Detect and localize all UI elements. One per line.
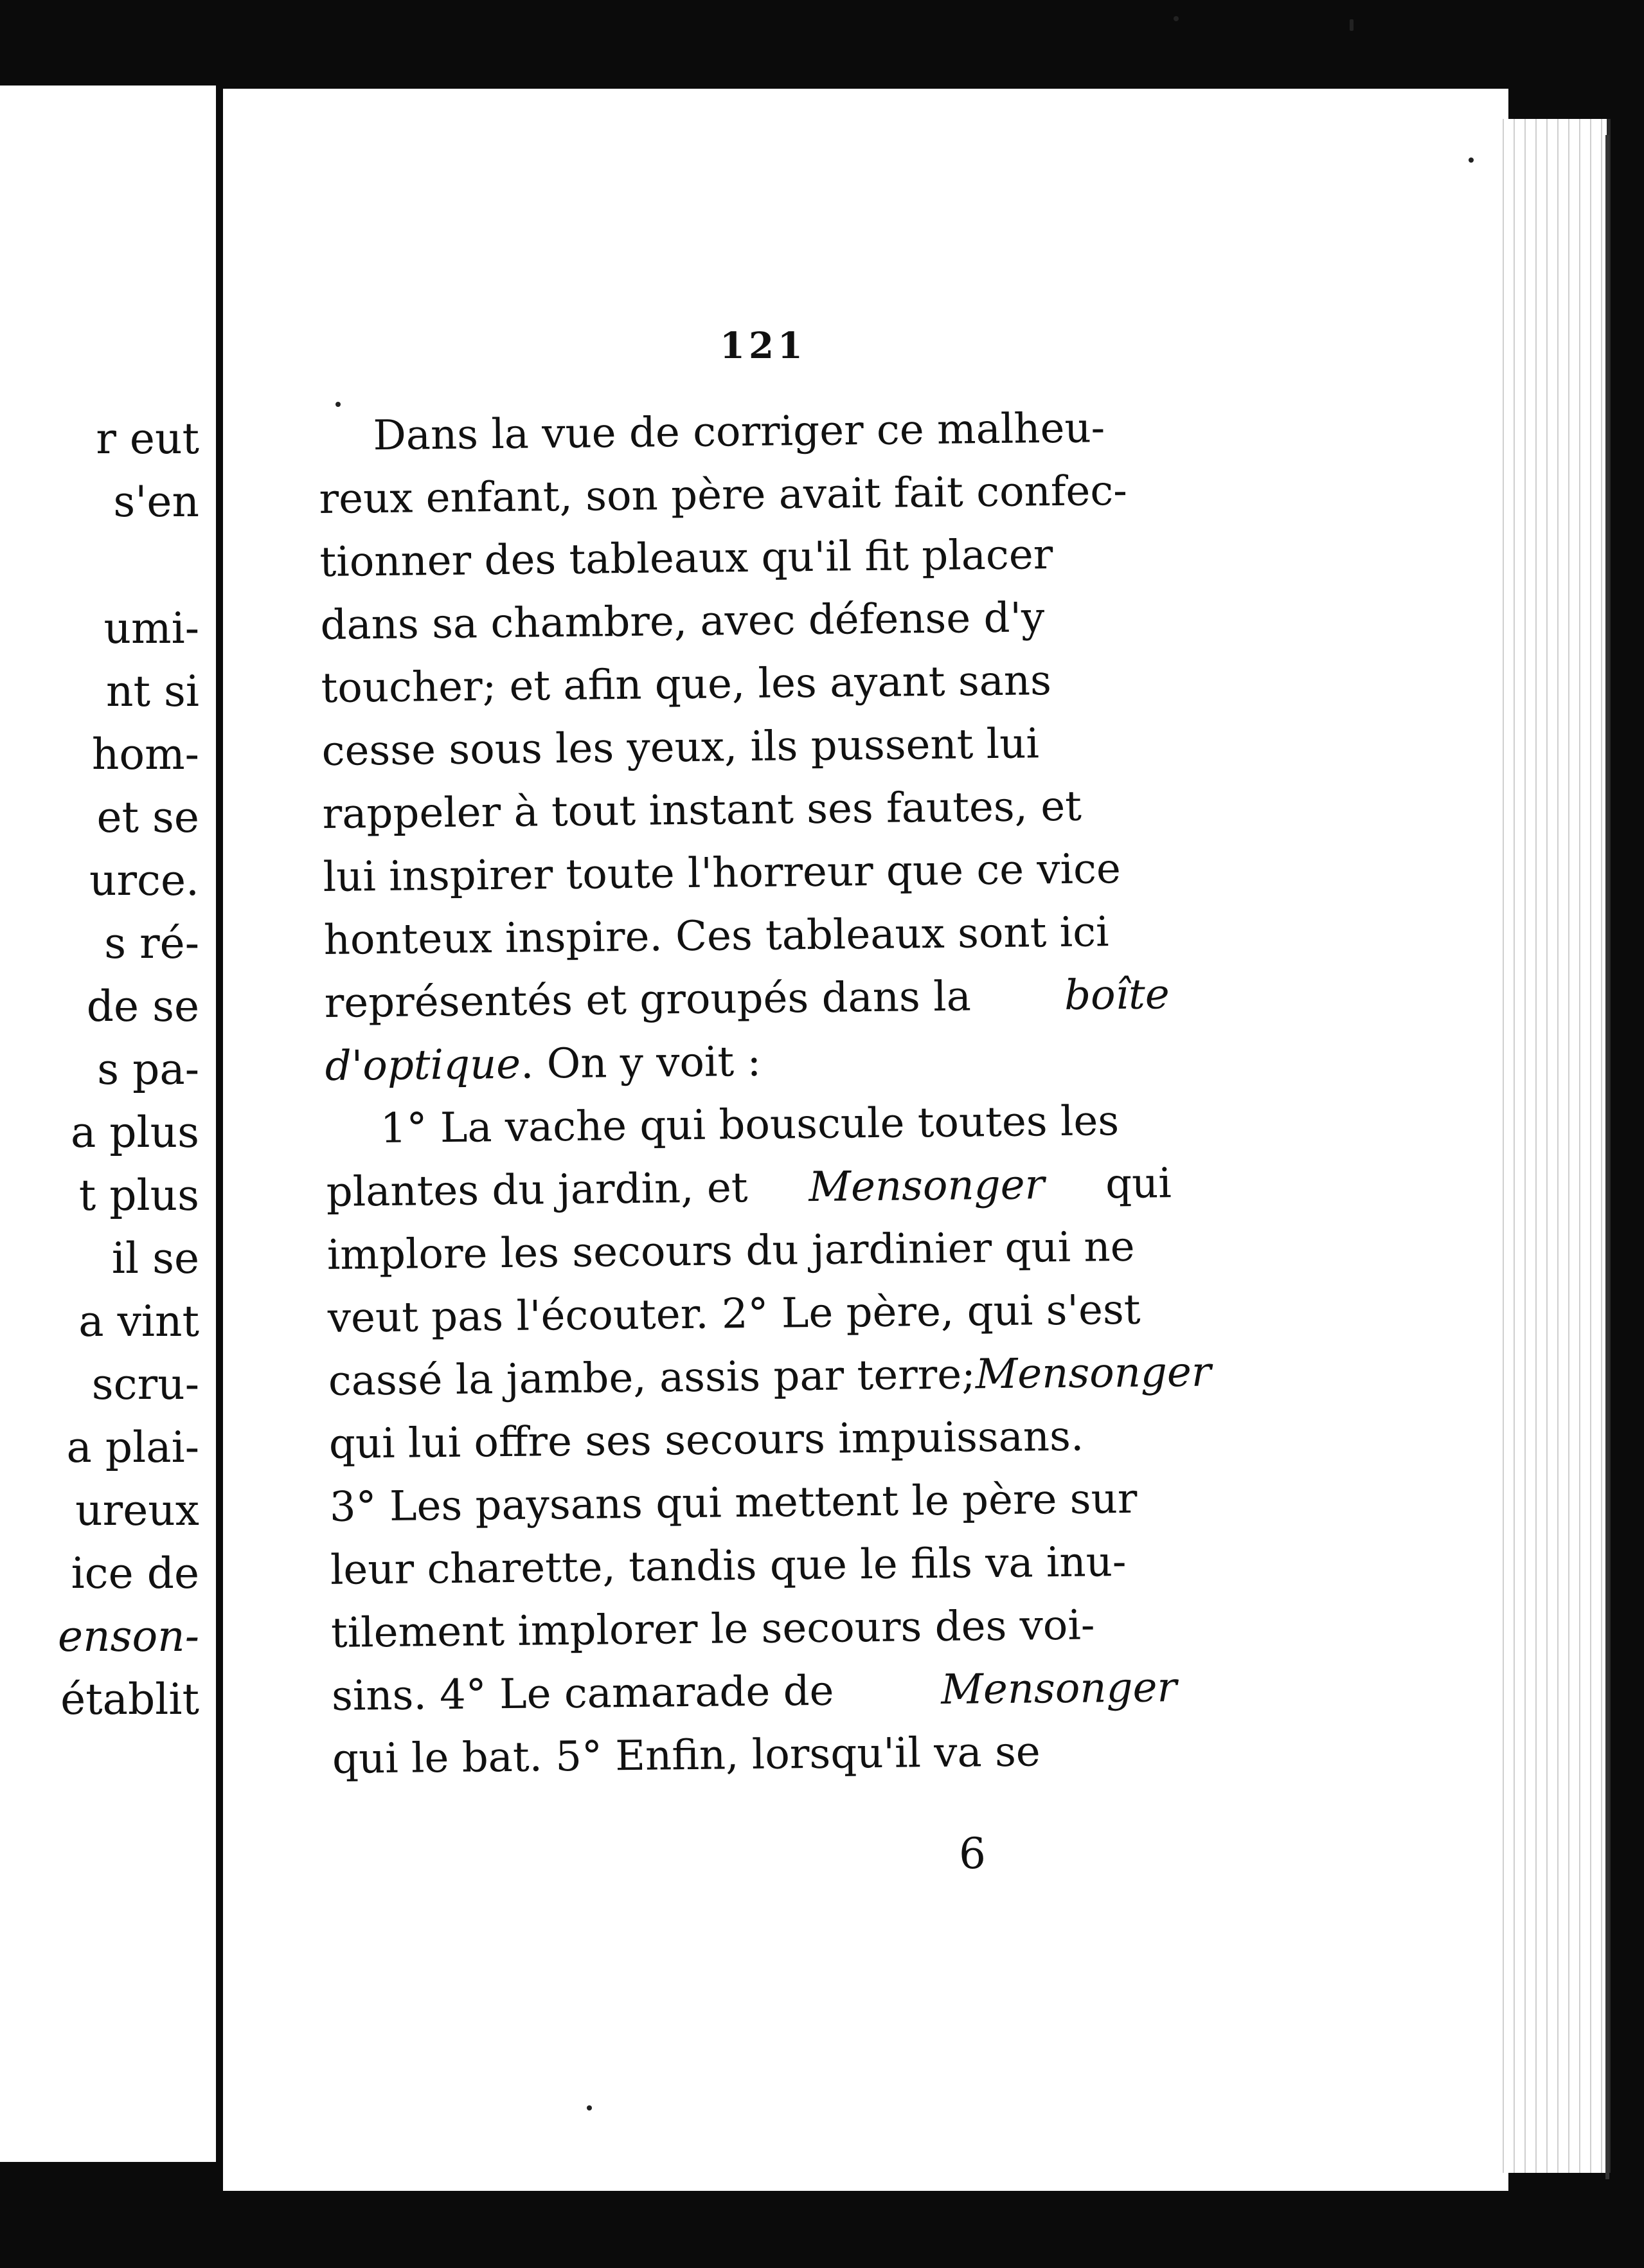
line-text: tionner des tableaux qu'il fit placer	[319, 531, 1053, 586]
left-fragment: enson-	[58, 1612, 199, 1661]
line-text: rappeler à tout instant ses fautes, et	[322, 782, 1082, 838]
page-border	[1605, 135, 1609, 2179]
text-line	[321, 648, 1166, 720]
text-line	[326, 1215, 1172, 1287]
left-fragment: r eut	[96, 414, 199, 464]
left-fragment: umi-	[103, 604, 199, 653]
line-text: cassé la jambe, assis par terre;	[328, 1351, 976, 1405]
line-text: implore les secours du jardinier qui ne	[326, 1223, 1135, 1279]
text-line	[328, 1341, 1211, 1413]
left-fragment: a plus	[70, 1108, 199, 1157]
left-fragment: établit	[60, 1675, 199, 1724]
line-text: tilement implorer le secours des voi-	[330, 1601, 1095, 1657]
speck	[587, 2105, 592, 2110]
left-fragment: nt si	[106, 667, 199, 716]
signature-mark: 6	[959, 1829, 986, 1878]
italic-name: Mensonger	[975, 1348, 1211, 1399]
left-fragment: scru-	[91, 1360, 199, 1409]
line-text: sins. 4° Le camarade de	[331, 1667, 834, 1720]
text-line	[327, 1278, 1173, 1350]
line-text: reux enfant, son père avait fait confec-	[319, 467, 1128, 523]
text-line	[322, 774, 1168, 846]
italic-word: d'optique	[325, 1040, 521, 1090]
line-text: Dans la vue de corriger ce malheu-	[373, 404, 1105, 460]
line-text: 1° La vache qui bouscule toutes les	[380, 1097, 1120, 1153]
text-line	[332, 1719, 1178, 1791]
speck	[335, 402, 341, 407]
text-line	[318, 396, 1164, 468]
left-fragment: a plai-	[66, 1423, 199, 1472]
left-fragment: urce.	[89, 856, 199, 905]
line-text: dans sa chambre, avec défense d'y	[320, 594, 1045, 649]
line-text: 3° Les paysans qui mettent le père sur	[329, 1475, 1138, 1531]
left-page	[0, 86, 216, 2162]
text-line	[325, 1026, 1170, 1098]
line-text: leur charette, tandis que le fils va inu-	[330, 1538, 1127, 1594]
text-line	[330, 1530, 1175, 1602]
left-fragment: s pa-	[97, 1045, 199, 1094]
text-line	[319, 522, 1165, 594]
line-text: plantes du jardin, et	[326, 1164, 748, 1216]
line-text: veut pas l'écouter. 2° Le père, qui s'est	[327, 1286, 1141, 1342]
left-fragment: il se	[111, 1234, 199, 1283]
line-text: qui	[1105, 1160, 1172, 1209]
text-line	[321, 711, 1167, 783]
text-line	[324, 963, 1170, 1035]
line-text: . On y voit :	[520, 1038, 762, 1088]
text-line	[319, 459, 1165, 531]
left-fragment: et se	[96, 793, 199, 842]
text-line	[332, 1656, 1177, 1728]
line-text: représentés et groupés dans la	[324, 973, 972, 1027]
text-line	[323, 837, 1168, 909]
line-text: cesse sous les yeux, ils pussent lui	[321, 720, 1040, 775]
text-line	[326, 1152, 1172, 1224]
speck	[1350, 19, 1354, 31]
speck	[1174, 16, 1179, 21]
left-fragment: s'en	[113, 477, 199, 526]
left-fragment: ice de	[71, 1549, 199, 1598]
italic-word: boîte	[1064, 971, 1170, 1020]
text-line	[328, 1404, 1174, 1476]
text-line	[320, 585, 1166, 657]
italic-name: Mensonger	[809, 1161, 1045, 1212]
line-text: qui le bat. 5° Enfin, lorsqu'il va se	[332, 1728, 1041, 1783]
italic-name: Mensonger	[940, 1664, 1177, 1714]
line-text: qui lui offre ses secours impuissans.	[328, 1412, 1084, 1468]
left-fragment: a vint	[78, 1297, 199, 1346]
left-fragment: s ré-	[104, 919, 199, 968]
speck	[1469, 158, 1474, 163]
page-number: 121	[720, 325, 807, 367]
left-fragment: t plus	[78, 1171, 199, 1220]
text-line	[329, 1467, 1175, 1539]
line-text: toucher; et afin que, les ayant sans	[321, 657, 1052, 712]
body-text	[318, 396, 1211, 1791]
text-line	[330, 1593, 1176, 1665]
text-line	[323, 900, 1169, 972]
left-fragment: ureux	[75, 1486, 199, 1535]
line-text: lui inspirer toute l'horreur que ce vice	[323, 845, 1121, 901]
left-fragment: de se	[86, 982, 199, 1031]
text-line	[325, 1089, 1171, 1161]
line-text: honteux inspire. Ces tableaux sont ici	[323, 908, 1109, 964]
left-fragment: hom-	[91, 730, 199, 779]
page-edges	[1497, 119, 1611, 2173]
